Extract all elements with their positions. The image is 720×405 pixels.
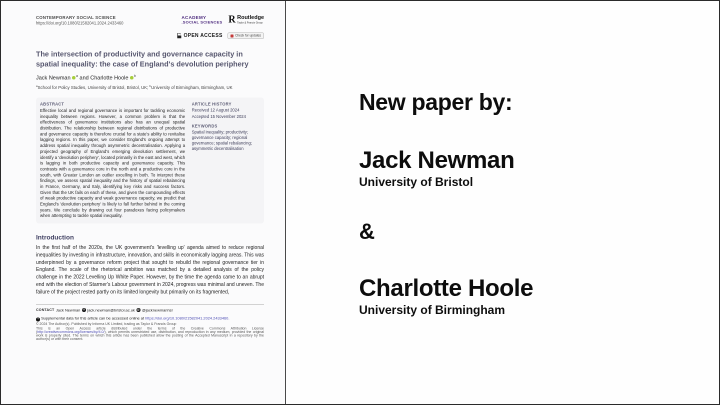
contact-name: Jack Newman	[55, 307, 81, 313]
byline-conjunction: and	[77, 75, 91, 82]
paper-page-content	[1, 1, 286, 404]
open-lock-icon	[177, 33, 182, 39]
academy-logo-line2: .SOCIAL SCIENCES	[181, 20, 223, 25]
supplemental-icon: +	[37, 317, 39, 321]
orcid-icon[interactable]	[72, 76, 76, 80]
open-access-badge	[177, 33, 222, 39]
supplemental-text: Supplemental data for this article can be accessed online at	[41, 315, 146, 321]
accepted-date: Accepted 15 November 2024	[191, 113, 246, 119]
announcement-author-2-name: Charlotte Hoole	[359, 275, 534, 302]
contact-email-link[interactable]: jack.newman@bristol.ac.uk	[87, 307, 135, 313]
routledge-r-icon: R	[228, 14, 236, 25]
article-history-label: ARTICLE HISTORY	[191, 102, 232, 107]
abstract-section	[36, 98, 264, 224]
creative-commons-link[interactable]: http://creativecommons.org/licenses/by/4.0/	[37, 330, 105, 334]
badge-row	[36, 33, 264, 40]
license-text-pre: This is an Open Access article distributed under the terms of the Creative Commons Attribution License (	[36, 326, 264, 334]
introduction-heading: Introduction	[36, 233, 74, 242]
orcid-icon[interactable]	[130, 76, 134, 80]
byline-sup-1: a	[76, 74, 78, 79]
keywords-label: KEYWORDS	[191, 123, 218, 129]
routledge-logo	[228, 15, 264, 25]
twitter-icon: @	[136, 308, 140, 312]
doi-link[interactable]: https://doi.org/10.1080/21582041.2024.2433460	[36, 21, 124, 26]
abstract-text: Effective local and regional governance is important for tackling economic inequality between regions. However, a common problem is that the effectiveness of governance institutions also has an unequal spatial distribution. The relationship between regional distributions of productive and governance capacity is therefore crucial for a state's ability to revitalise lagging regions. In this paper, we consider England's ongoing attempt to address spatial inequality through asymmetric decentralisation. Applying a projected geography of England's emerging devolution settlement, we identify a 'devolution periphery', located primarily in the east and west, which is lagging in both productive capacity and governance capacity. This contrasts with a governance core in the north and a productive core in the south, with Greater London an outlier excelling in both. To interpret these findings, we assess spatial inequality and the history of spatial rebalancing in France, Germany, and Italy, identifying key risks and success factors. Given that the UK fails on each of these, and given the compounding effects of weak productive capacity and weak governance capacity, we predict that England's 'devolution periphery' is likely to fall further behind in the coming years. We conclude by drawing out four paradoxes facing policymakers when attempting to tackle spatial inequality.	[40, 108, 186, 219]
email-icon: ✉	[82, 308, 85, 312]
routledge-tagline: Taylor & Francis Group	[237, 21, 263, 25]
announcement-panel	[287, 1, 720, 404]
contact-label: CONTACT	[36, 307, 55, 313]
academy-logo-line1: ACADEMY	[181, 15, 207, 20]
affiliation-sup-2: b	[149, 85, 152, 89]
check-for-updates-badge[interactable]	[228, 33, 264, 40]
footer-divider	[36, 304, 264, 305]
announcement-author-2-affiliation: University of Birmingham	[359, 303, 506, 317]
license-text-post: ), which permits unrestricted use, distribution, and reproduction in any medium, provided the original work is properly cited. The terms on which this article has been published allow the posting of the Accepted Manuscript in a repository by the author(s) or with their consent.	[36, 330, 264, 341]
open-access-label: OPEN ACCESS	[183, 33, 223, 39]
academy-social-sciences-logo	[181, 15, 222, 25]
check-for-updates-label: Check for updates	[235, 34, 261, 38]
announcement-heading: New paper by:	[359, 89, 513, 115]
publisher-logos	[181, 15, 264, 25]
supplemental-line	[36, 315, 264, 321]
byline-author-2: Charlotte Hoole	[90, 75, 129, 82]
received-date: Received 12 August 2024	[191, 107, 240, 113]
announcement-author-1-name: Jack Newman	[359, 147, 515, 174]
article-meta-column	[192, 102, 260, 219]
article-byline	[36, 75, 264, 81]
introduction-text: In the first half of the 2020s, the UK government's 'levelling up' agenda aimed to reduce regional inequalities by investing in infrastructure, innovation, and skills in economically lagging areas. This was underpinned by a governance reform project that sought to rebuild the regional governance tier in England. The scale of the rhetorical ambition was matched by a detailed analysis of the policy challenge in the 2022 Levelling Up White Paper. However, by the time the agenda came to an abrupt end with the election of Starmer's Labour government in 2024, progress was minimal and uneven. The failure of the project rested partly on its limited longevity but primarily on its fragmented,	[36, 245, 264, 295]
supplemental-doi-link[interactable]: https://doi.org/10.1080/21582041.2024.2433460.	[145, 315, 230, 321]
contact-line	[36, 307, 264, 313]
byline-author-1: Jack Newman	[36, 75, 71, 82]
affiliation-2: University of Birmingham, Birmingham, UK	[151, 85, 233, 91]
announcement-ampersand: &	[359, 219, 375, 244]
copyright-line: © 2024 The Author(s). Published by Informa UK Limited, trading as Taylor & Francis Group	[36, 322, 177, 326]
affiliations-line	[36, 85, 264, 90]
journal-name: CONTEMPORARY SOCIAL SCIENCE	[36, 15, 116, 20]
abstract-label: ABSTRACT	[40, 102, 65, 107]
affiliation-1: School for Policy Studies, University of Bristol, Bristol, UK;	[37, 85, 150, 91]
routledge-name: Routledge	[237, 14, 264, 21]
abstract-column	[40, 102, 185, 219]
article-title: The intersection of productivity and governance capacity in spatial inequality: the case of England's devolution periphery	[36, 50, 249, 69]
check-for-updates-icon	[231, 34, 234, 37]
journal-identity	[36, 15, 123, 26]
license-paragraph	[36, 327, 264, 341]
affiliation-sup-1: a	[36, 85, 38, 89]
keywords-text: Spatial inequality; productivity; governance capacity; regional governance; spatial rebalancing; asymmetric decentralisation	[191, 129, 252, 151]
paper-first-page	[1, 1, 286, 404]
announcement-author-1-affiliation: University of Bristol	[359, 175, 474, 189]
contact-twitter-link[interactable]: @jacknewmanhsr	[141, 307, 173, 313]
paper-header	[36, 15, 264, 26]
byline-sup-2: b	[133, 74, 136, 79]
